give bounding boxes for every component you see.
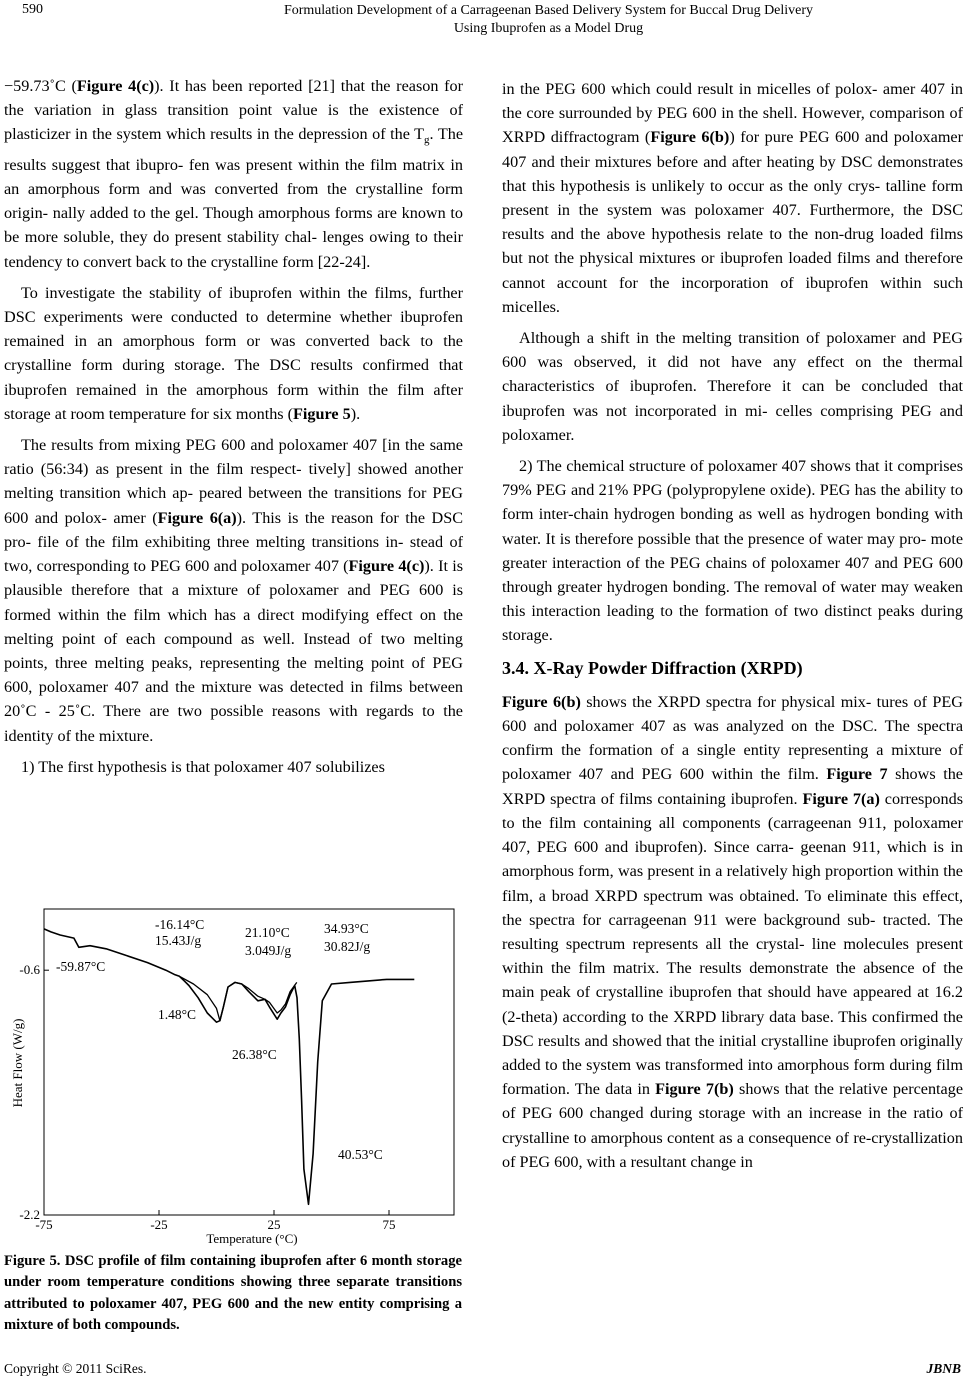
text-run: . The results suggest that ibupro- fen was present within the film matrix in an amorphous form and was converted from the crystalline form origin- nally added to the gel. Though amorphous forms are known to be more soluble, they do present stability chal- lenges owing to their tendency to convert back to the crystalline form [22-24]. [4,125,464,271]
annotation-label: 15.43J/g [155,933,202,948]
annotation-label: 1.48°C [158,1007,197,1022]
figure-ref: Figure 7(a) [802,789,880,808]
text-run: −59.73˚C ( [4,77,77,95]
text-run: ). It has been reported [21] that the reason for the variation in glass transition point value is the existence of plasticizer in the system which results in the depression of the T [4,77,464,144]
annotation-label: -59.87°C [56,959,106,974]
journal-abbrev: JBNB [926,1361,961,1376]
text-run: ). This is the reason for the DSC pro- file of the film exhibiting three melting transitions in- stead of two, corresponding to PEG 600 and poloxamer 407 ( [4,508,464,576]
right-column [502,77,963,1181]
annotation-label: 30.82J/g [324,939,371,954]
text-run: shows the XRPD spectra of films containing ibuprofen. [502,765,963,808]
copyright: Copyright © 2011 SciRes. [4,1361,147,1376]
paragraph [4,433,463,748]
x-tick-label: 25 [267,1217,281,1232]
annotation-label: 40.53°C [338,1147,383,1162]
text-run: ). [350,404,361,423]
annotation-label: 26.38°C [232,1047,277,1062]
section-heading: 3.4. X-Ray Powder Diffraction (XRPD) [502,657,803,678]
text-run: ). It is plausible therefore that a mixture of poloxamer and PEG 600 is formed within the film which has a direct modifying effect on the melting point of each compound as well. Instead of two melting points, three melting peaks, representing the melting point of PEG 600, poloxamer 407 and the mixture was detected in films between 20˚C - 25˚C. There are two possible reasons with regards to the identity of the mixture. [4,557,464,745]
y-tick-label: -0.6 [19,962,40,978]
figure-ref: Figure 6(b) [502,692,581,711]
axis-ticks [19,962,395,1232]
text-run: shows the XRPD spectra for physical mix- tures of PEG 600 and poloxamer 407 as was analyzed on the DSC. The spectra confirm the formation of a single entity representing a mixture of poloxamer 407 and PEG 600 within the film. [502,692,963,784]
paragraph [502,690,963,1174]
annotations [56,917,383,1162]
x-axis-label: Temperature (°C) [206,1231,298,1246]
x-tick-label: 75 [382,1217,396,1232]
y-tick-label: -2.2 [19,1207,40,1222]
subscript: g [424,134,430,147]
paragraph: 2) The chemical structure of poloxamer 407 shows that it comprises 79% PEG and 21% PPG (polypropylene oxide). PEG has the ability to form inter-chain hydrogen bonding as well as hydrogen bonding with water. It is therefore possible that the presence of water may pro- mote greater interaction of the PEG chains of poloxamer 407 and PEG 600 through greater hydrogen bonding. The removal of water may weaken this interaction leading to the formation of two distinct peaks during storage. [502,457,963,645]
paragraph [4,74,463,274]
paragraph [4,281,463,426]
figure-ref: Figure 6(b) [650,128,730,147]
text-run: corresponds to the film containing all components (carrageenan 911, poloxamer 407, PEG 600 and ibuprofen). Since carra- geenan 911, which is in amorphous form, was present in a relatively high proportion within the film, a broad XRPD spectrum was obtained. To eliminate this effect, the spectra for carrageenan 911 were background sub- tracted. The resulting spectrum represents all the crystal- line molecules present within the film matrix. The results demonstrate the absence of the main peak of crystalline ibuprofen that should have appeared at 16.2 (2-theta) according to the XRPD library data base. This confirmed the DSC results and showed that the initial crystalline ibuprofen originally added to the system was transformed into amorphous form during film formation. The data in [502,789,964,1099]
running-title-line2: Using Ibuprofen as a Model Drug [453,21,644,36]
figure-caption: Figure 5. DSC profile of film containing ibuprofen after 6 month storage under room temperature conditions showing three separate transitions attributed to poloxamer 407, PEG 600 and the new entity comprising a mixture of both compounds. [4,1253,462,1334]
text-run: To investigate the stability of ibuprofen within the films, further DSC experiments were conducted to determine whether ibuprofen remained in an amorphous form or was converted back to the crystalline form during storage. The DSC results confirmed that ibuprofen remained in the amorphous form within the film after storage at room temperature for six months ( [4,283,463,423]
figure-ref: Figure 4(c) [348,557,425,576]
text-run: The results from mixing PEG 600 and poloxamer 407 [in the same ratio (56:34) as present in the film respect- tively] showed another melting transition which ap- peared between the transitions for PEG 600 and polox- amer ( [4,436,463,527]
text-run: ) for pure PEG 600 and poloxamer 407 and their mixtures before and after heating by DSC demonstrates that this hypothesis is unlikely to occur as the only crys- talline form present in the system was poloxamer 407. Furthermore, the DSC results and the above hypothesis relate to the non-drug loaded films but not the physical mixtures or ibuprofen loaded films and therefore cannot account for the incorporation of ibuprofen within such micelles. [502,128,963,316]
annotation-label: -16.14°C [155,917,205,932]
running-title-line1: Formulation Development of a Carrageenan Based Delivery System for Buccal Drug Delivery [283,3,814,18]
figure-ref: Figure 5 [293,404,351,423]
dsc-chart [0,893,465,1253]
paragraph: 1) The first hypothesis is that poloxamer 407 solubilizes [21,757,385,776]
paragraph: Although a shift in the melting transition of poloxamer and PEG 600 was observed, it did not have any effect on the thermal characteristics of ibuprofen. Therefore it can be concluded that ibuprofen was not incorporated in mi- celles comprising PEG and poloxamer. [502,329,963,444]
figure-ref: Figure 6(a) [157,508,237,527]
page-number: 590 [22,2,43,17]
integration-baseline [179,976,296,1020]
figure-ref: Figure 7 [826,765,888,784]
annotation-label: 34.93°C [324,921,369,936]
y-axis-label: Heat Flow (W/g) [10,1018,25,1108]
left-column [4,74,463,786]
annotation-label: 3.049J/g [245,943,292,958]
text-run: shows that the relative percentage of PEG 600 changed during storage with an increase in the ratio of crystalline to amorphous content as a consequence of re-crystallization of PEG 600, with a resultant change in [502,1080,964,1171]
figure-ref: Figure 4(c) [76,77,155,95]
running-title [130,2,967,38]
x-tick-label: -75 [35,1217,53,1232]
annotation-label: 21.10°C [245,925,290,940]
text-run: in the PEG 600 which could result in micelles of polox- amer 407 in the core surrounded by PEG 600 in the shell. However, comparison of XRPD diffractogram ( [502,80,963,147]
x-tick-label: -25 [150,1217,168,1232]
paragraph [502,77,963,319]
figure-ref: Figure 7(b) [655,1080,734,1099]
